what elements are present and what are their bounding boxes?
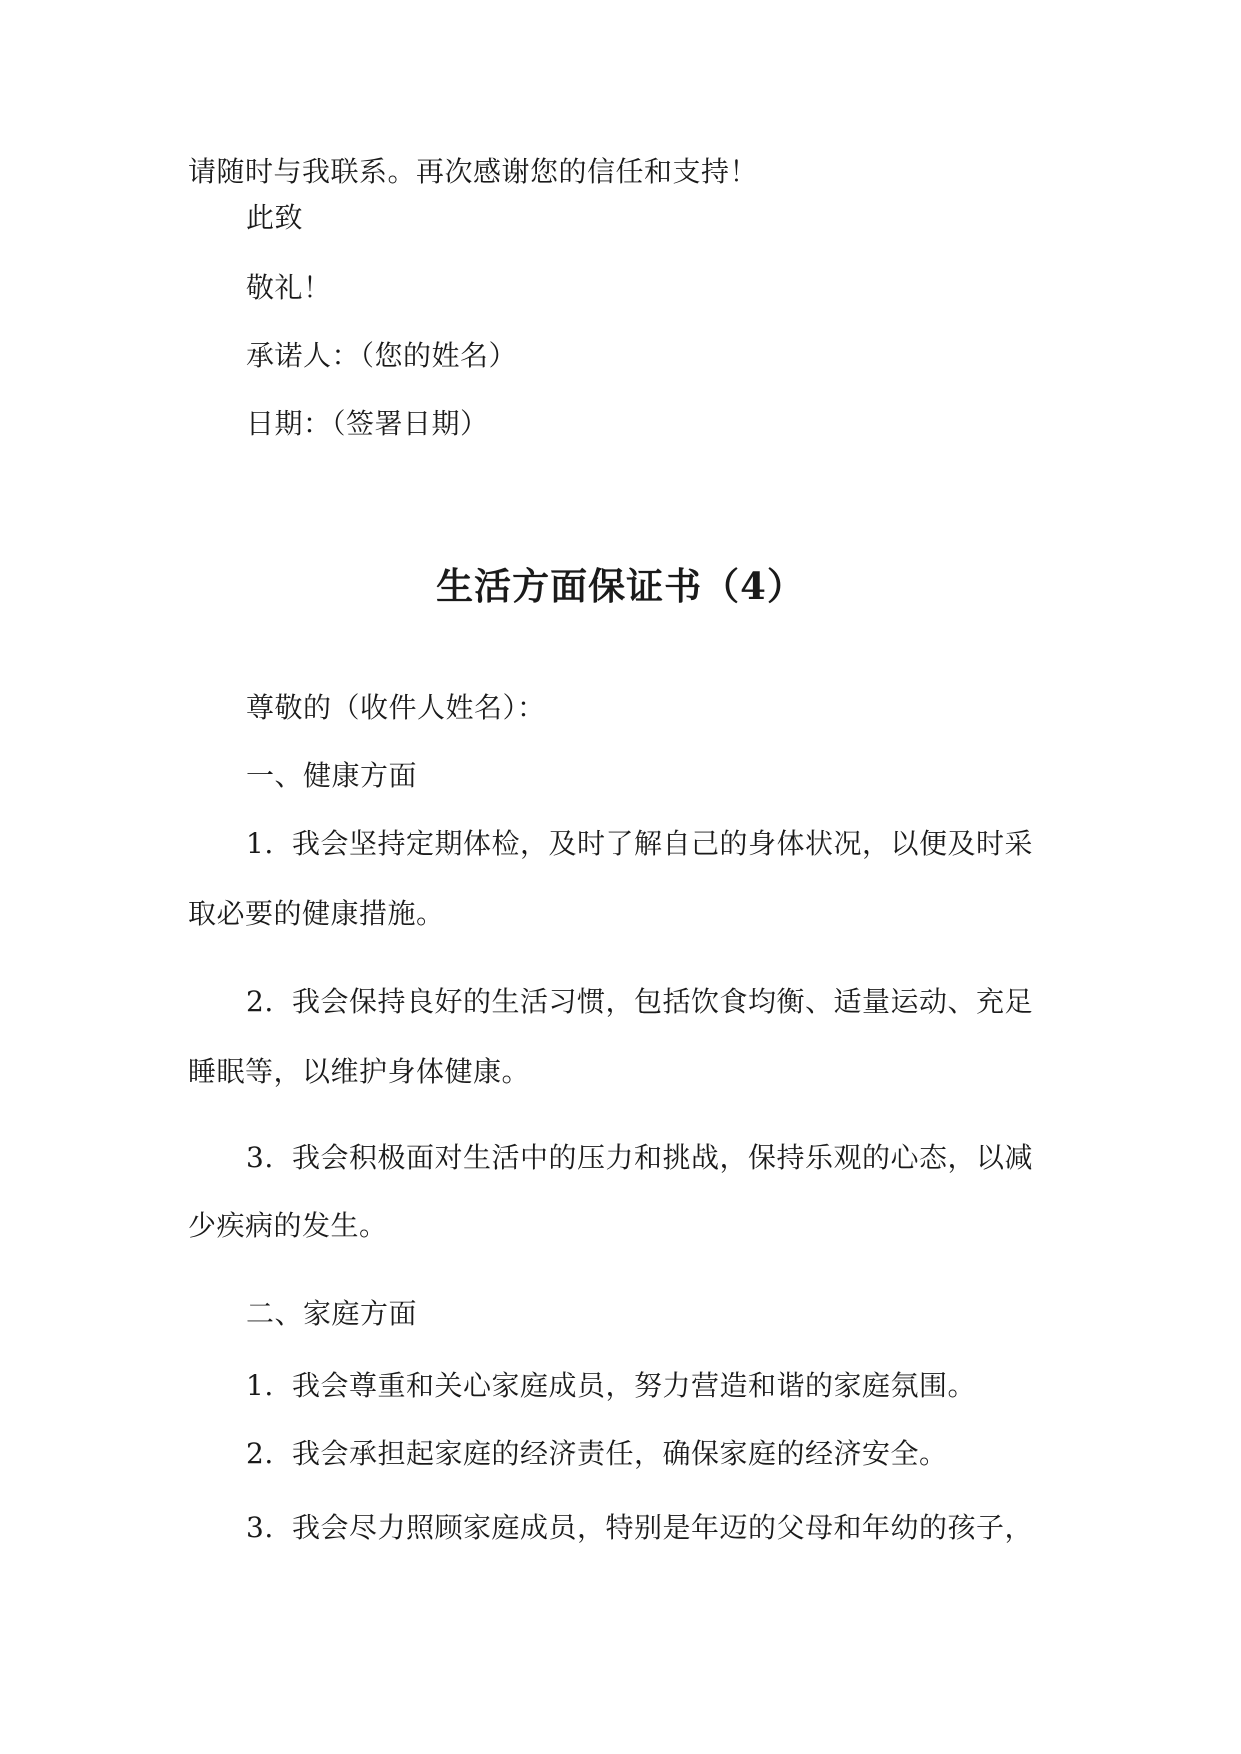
- family-item-1: [246, 1366, 976, 1406]
- health-item-1-continuation: 取必要的健康措施。: [188, 897, 445, 930]
- greeting-line: 尊敬的（收件人姓名）：: [246, 691, 546, 724]
- item-number: 3.: [246, 1511, 274, 1544]
- health-item-1: [246, 824, 1033, 864]
- salutation-line-1: 此致: [246, 201, 304, 234]
- item-text: 我会坚持定期体检，及时了解自己的身体状况，以便及时采: [292, 827, 1034, 860]
- item-number: 2.: [246, 985, 274, 1018]
- item-text: 我会尽力照顾家庭成员，特别是年迈的父母和年幼的孩子，: [292, 1511, 1034, 1544]
- item-number: 1.: [246, 827, 274, 860]
- health-item-3: [246, 1138, 1033, 1178]
- section-health-heading: 一、健康方面: [246, 759, 418, 792]
- item-text: 我会尊重和关心家庭成员，努力营造和谐的家庭氛围。: [292, 1369, 977, 1402]
- health-item-3-continuation: 少疾病的发生。: [188, 1209, 388, 1242]
- document-title: 生活方面保证书（4）: [436, 564, 805, 608]
- item-number: 2.: [246, 1437, 274, 1470]
- item-number: 3.: [246, 1141, 274, 1174]
- item-number: 1.: [246, 1369, 274, 1402]
- item-text: 我会积极面对生活中的压力和挑战，保持乐观的心态，以减: [292, 1141, 1034, 1174]
- salutation-line-2: 敬礼！: [246, 271, 332, 304]
- health-item-2-continuation: 睡眠等，以维护身体健康。: [188, 1055, 531, 1088]
- item-text: 我会承担起家庭的经济责任，确保家庭的经济安全。: [292, 1437, 948, 1470]
- promisor-line: 承诺人：（您的姓名）: [246, 339, 518, 372]
- section-family-heading: 二、家庭方面: [246, 1297, 418, 1330]
- health-item-2: [246, 982, 1033, 1022]
- continuation-line: 请随时与我联系。再次感谢您的信任和支持！: [188, 155, 759, 188]
- item-text: 我会保持良好的生活习惯，包括饮食均衡、适量运动、充足: [292, 985, 1034, 1018]
- family-item-2: [246, 1434, 948, 1474]
- date-line: 日期：（签署日期）: [246, 407, 489, 440]
- family-item-3: [246, 1508, 1033, 1548]
